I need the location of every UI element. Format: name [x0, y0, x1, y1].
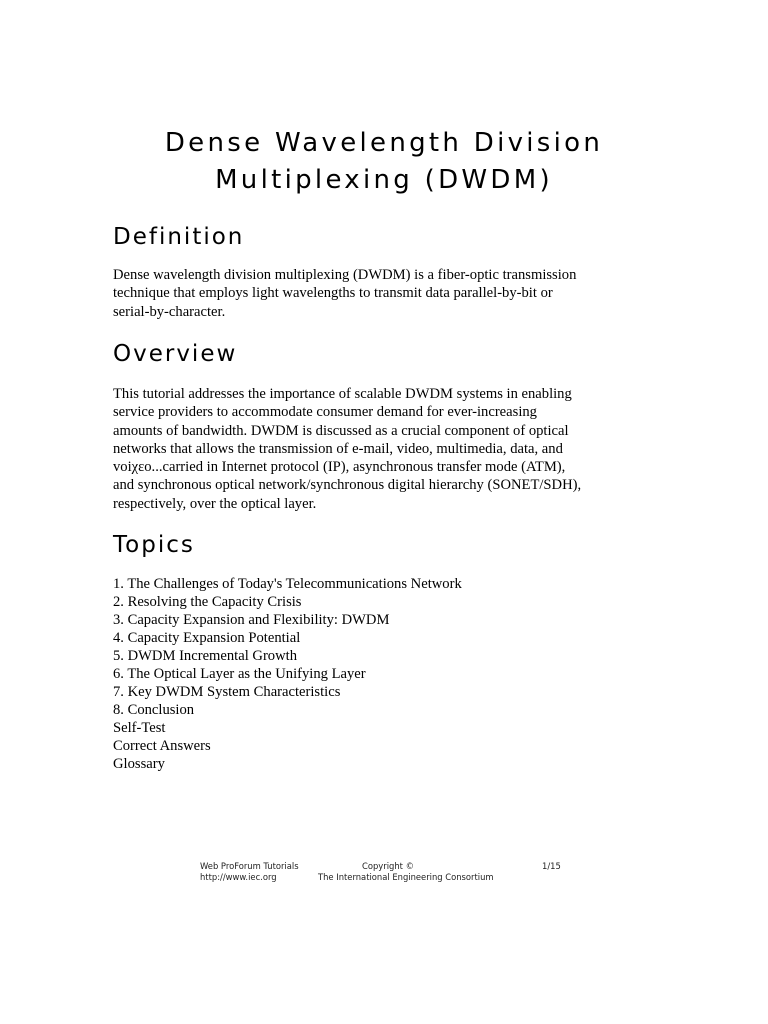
footer-copyright: Copyright ©: [362, 861, 414, 871]
footer-publisher: Web ProForum Tutorials: [200, 861, 299, 871]
title-line: Dense Wavelength Division: [164, 128, 604, 158]
paragraph-line: technique that employs light wavelengths to transmit data parallel-by-bit or: [113, 285, 553, 302]
footer-organization: The International Engineering Consortium: [318, 871, 494, 882]
topic-item: 5. DWDM Incremental Growth: [113, 648, 297, 664]
overview-paragraph: [113, 385, 673, 513]
topic-item: 7. Key DWDM System Characteristics: [113, 684, 341, 700]
paragraph-line: Dense wavelength division multiplexing (DWDM) is a fiber-optic transmission: [113, 267, 577, 283]
topic-item: 1. The Challenges of Today's Telecommunications Network: [113, 576, 462, 592]
paragraph-line: amounts of bandwidth. DWDM is discussed as a crucial component of optical: [113, 422, 569, 439]
topic-item: 2. Resolving the Capacity Crisis: [113, 594, 302, 610]
topic-item: 8. Conclusion: [113, 702, 195, 718]
footer-left: [200, 861, 299, 882]
footer-center: [318, 861, 494, 882]
title-line: Multiplexing (DWDM): [215, 165, 553, 195]
topic-item: Glossary: [113, 756, 165, 772]
topic-item: 3. Capacity Expansion and Flexibility: DWDM: [113, 612, 390, 628]
paragraph-line: serial-by-character.: [113, 303, 226, 320]
paragraph-line: voiχεo...carried in Internet protocol (IP), asynchronous transfer mode (ATM),: [113, 459, 566, 476]
topic-item: 4. Capacity Expansion Potential: [113, 630, 301, 646]
paragraph-line: respectively, over the optical layer.: [113, 495, 317, 512]
paragraph-line: This tutorial addresses the importance of scalable DWDM systems in enabling: [113, 386, 572, 402]
topic-item: 6. The Optical Layer as the Unifying Layer: [113, 666, 366, 682]
footer-page-number: 1/15: [542, 861, 561, 871]
paragraph-line: service providers to accommodate consumer demand for ever-increasing: [113, 404, 537, 421]
topics-list: [113, 575, 462, 773]
topics-heading: Topics: [113, 532, 195, 558]
paragraph-line: networks that allows the transmission of e-mail, video, multimedia, data, and: [113, 440, 563, 457]
definition-heading: Definition: [113, 224, 245, 250]
topic-item: Correct Answers: [113, 738, 211, 754]
footer-url: http://www.iec.org: [200, 871, 277, 882]
topic-item: Self-Test: [113, 720, 166, 736]
overview-heading: Overview: [113, 341, 238, 367]
definition-paragraph: [113, 266, 673, 321]
document-title: [100, 125, 668, 199]
paragraph-line: and synchronous optical network/synchronous digital hierarchy (SONET/SDH),: [113, 477, 582, 494]
